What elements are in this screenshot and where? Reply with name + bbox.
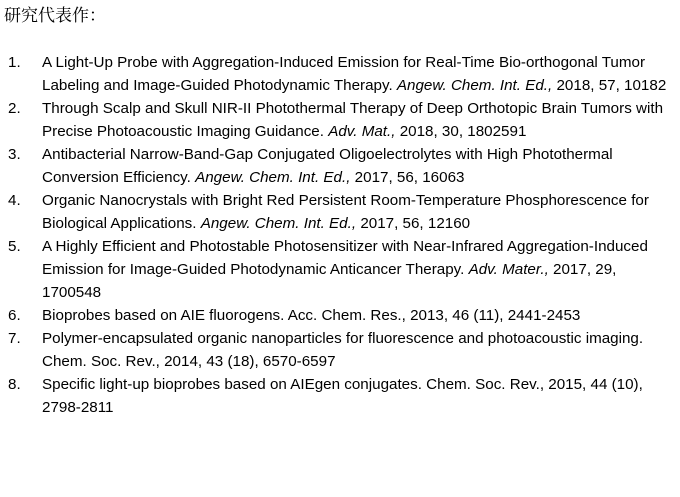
publication-list [0,51,676,419]
publication-item [0,235,676,304]
publication-title: A Light-Up Probe with Aggregation-Induced Emission for Real-Time Bio-orthogonal Tumor Labeling and Image-Guided Photodynamic Therapy. [42,54,646,94]
publication-item [0,373,676,419]
publication-item [0,51,676,97]
publication-number: 3. [8,146,21,163]
publication-title: Polymer-encapsulated organic nanoparticles for fluorescence and photoacoustic imaging. Chem. Soc. Rev., 2014, 43 (18), 6570-6597 [42,330,644,370]
publication-title: Antibacterial Narrow-Band-Gap Conjugated Oligoelectrolytes with High Photothermal Conversion Efficiency. [42,146,613,186]
publication-journal: Angew. Chem. Int. Ed., [396,77,553,94]
publication-details: 2017, 56, 12160 [360,215,471,232]
publication-journal: Adv. Mater., [468,261,549,278]
publication-number: 8. [8,376,21,393]
publication-journal: Adv. Mat., [328,123,396,140]
publication-number: 5. [8,238,21,255]
publication-details: 2017, 29, 1700548 [42,261,617,301]
publication-title: Through Scalp and Skull NIR-II Photothermal Therapy of Deep Orthotopic Brain Tumors with Precise Photoacoustic Imaging Guidance. [42,100,664,140]
publication-number: 4. [8,192,21,209]
publication-number: 7. [8,330,21,347]
publication-number: 1. [8,54,21,71]
publication-number: 6. [8,307,21,324]
publication-item [0,327,676,373]
publication-title: A Highly Efficient and Photostable Photosensitizer with Near-Infrared Aggregation-Induced Emission for Image-Guided Photodynamic Anticancer Therapy. [42,238,648,278]
publication-details: 2017, 56, 16063 [354,169,465,186]
publication-item [0,97,676,143]
publication-item [0,304,676,327]
publication-title: Bioprobes based on AIE fluorogens. Acc. Chem. Res., 2013, 46 (11), 2441-2453 [42,307,581,324]
publication-item [0,143,676,189]
publication-title: Organic Nanocrystals with Bright Red Persistent Room-Temperature Phosphorescence for Biological Applications. [42,192,649,232]
page-heading: 研究代表作： [4,6,106,26]
publication-details: 2018, 57, 10182 [556,77,667,94]
publication-journal: Angew. Chem. Int. Ed., [195,169,351,186]
publication-number: 2. [8,100,21,117]
publication-item [0,189,676,235]
publication-details: 2018, 30, 1802591 [399,123,527,140]
publication-journal: Angew. Chem. Int. Ed., [200,215,357,232]
publication-title: Specific light-up bioprobes based on AIEgen conjugates. Chem. Soc. Rev., 2015, 44 (10), 2798-2811 [42,376,643,416]
